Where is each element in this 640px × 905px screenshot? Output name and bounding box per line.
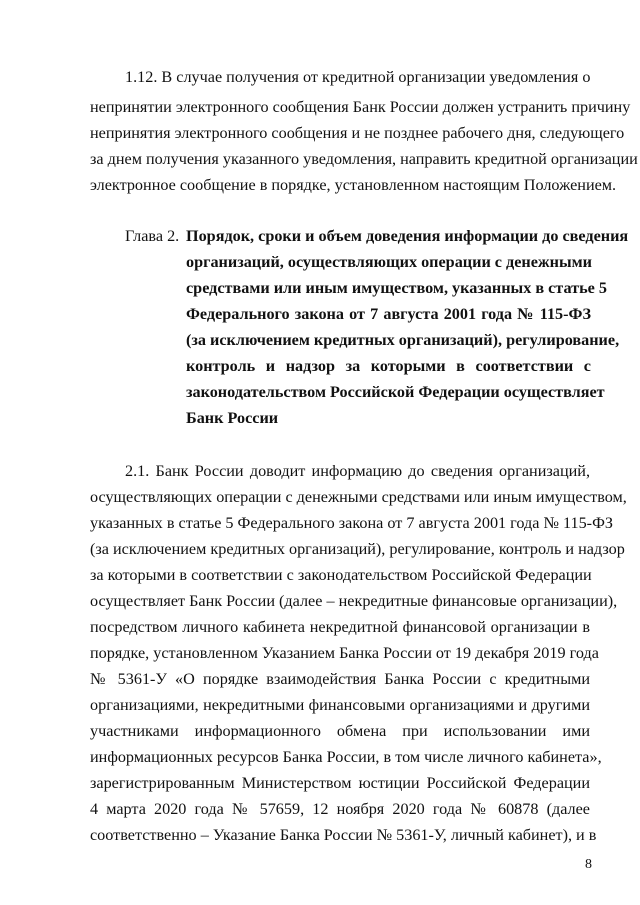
text-line: зарегистрированным Министерством юстиции Российской Федерации (90, 774, 590, 792)
text-line: порядке, установленном Указанием Банка России от 19 декабря 2019 года (90, 644, 599, 662)
text-line: осуществляющих операции с денежными средствами или иным имуществом, (90, 488, 627, 506)
text-line: указанных в статье 5 Федерального закона от 7 августа 2001 года № 115-ФЗ (90, 514, 613, 532)
text-line: 4 марта 2020 года № 57659, 12 ноября 2020 года № 60878 (далее (90, 800, 590, 818)
chapter-title-line: законодательством Российской Федерации осуществляет (186, 383, 605, 401)
page-number: 8 (585, 857, 592, 872)
text-line: информационных ресурсов Банка России, в том числе личного кабинета», (90, 748, 602, 766)
text-line: за днем получения указанного уведомления, направить кредитной организации (90, 150, 638, 168)
text-line: непринятии электронного сообщения Банк России должен устранить причину (90, 98, 631, 116)
chapter-title-line: контроль и надзор за которыми в соответствии с (186, 357, 591, 375)
text-line: осуществляет Банк России (далее – некредитные финансовые организации), (90, 592, 618, 610)
text-line: посредством личного кабинета некредитной финансовой организации в (90, 618, 590, 636)
text-line: организациями, некредитными финансовыми организациями и другими (90, 696, 590, 714)
text-line: за которыми в соответствии с законодательством Российской Федерации (90, 566, 592, 584)
chapter-label: Глава 2. (125, 227, 180, 245)
chapter-title-line: Федерального закона от 7 августа 2001 года № 115-ФЗ (186, 305, 591, 323)
text-line: участниками информационного обмена при использовании ими (90, 722, 590, 740)
chapter-title-line: Порядок, сроки и объем доведения информации до сведения (186, 227, 629, 245)
text-line: соответственно – Указание Банка России № 5361-У, личный кабинет), и в (90, 826, 597, 844)
chapter-title-line: организаций, осуществляющих операции с денежными (186, 253, 592, 271)
text-line: 2.1. Банк России доводит информацию до сведения организаций, (125, 462, 590, 480)
text-line: непринятия электронного сообщения и не позднее рабочего дня, следующего (90, 124, 625, 142)
chapter-title-line: Банк России (186, 409, 279, 427)
text-line: электронное сообщение в порядке, установленном настоящим Положением. (90, 176, 617, 194)
text-line: 1.12. В случае получения от кредитной организации уведомления о (125, 68, 591, 86)
text-line: (за исключением кредитных организаций), регулирование, контроль и надзор (90, 540, 625, 558)
chapter-title-line: средствами или иным имуществом, указанных в статье 5 (186, 279, 607, 297)
chapter-title-line: (за исключением кредитных организаций), регулирование, (186, 331, 620, 349)
text-line: № 5361-У «О порядке взаимодействия Банка России с кредитными (90, 670, 590, 688)
